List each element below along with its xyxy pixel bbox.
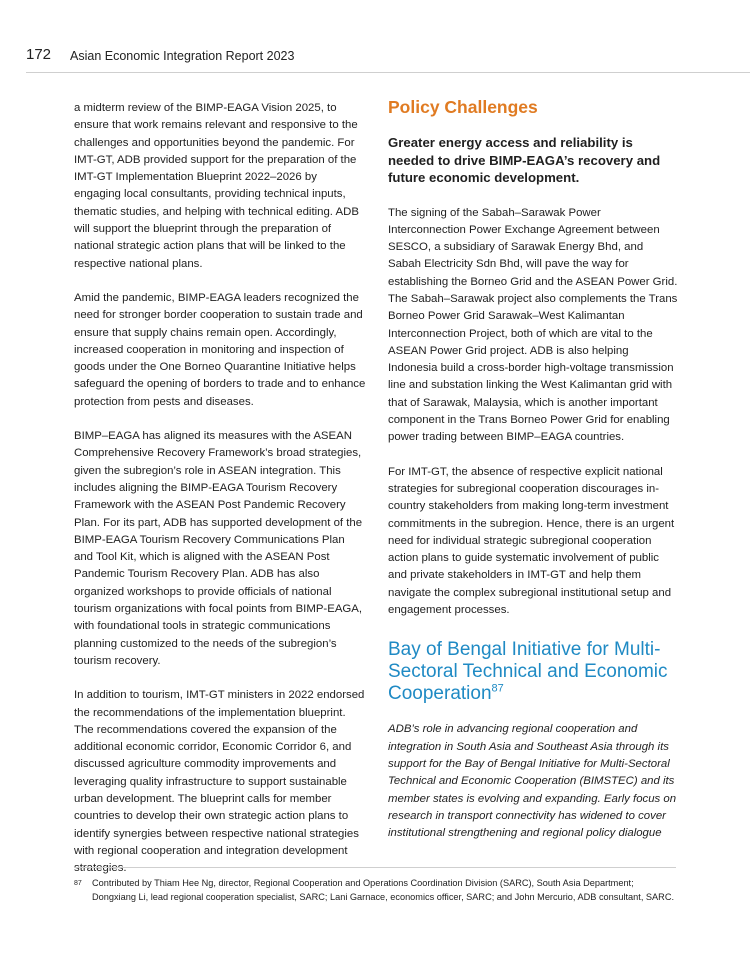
header-divider — [26, 72, 750, 73]
body-paragraph: BIMP–EAGA has aligned its measures with the ASEAN Comprehensive Recovery Framework’s broad strategies, given the subregion’s role in ASEAN integration. This includes aligning the BIMP-EAGA Tourism Recovery Framework with the ASEAN Post Pandemic Recovery Plan. For its part, ADB has supported development of the BIMP-EAGA Tourism Recovery Communications Plan and Tool Kit, which is aligned with the ASEAN Post Pandemic Tourism Recovery Plan. ADB has also organized workshops to provide officials of national tourism organizations with focal points from BIMP-EAGA, with foundational tools in strategic communications planning customized to the needs of the subregion’s tourism recovery. — [74, 430, 363, 667]
body-paragraph: a midterm review of the BIMP-EAGA Vision 2025, to ensure that work remains relevant and responsive to the challenges and opportunities beyond the pandemic. For IMT-GT, ADB provided support for the preparation of the IMT-GT Implementation Blueprint 2022–2026 by engaging local consultants, providing technical inputs, thematic studies, and helping with technical editing. ADB will support the blueprint through the preparation of national strategic action plans that will be linked to the respective national plans. — [74, 102, 359, 270]
footnote-number: 87 — [74, 880, 82, 887]
section-heading: Policy Challenges — [388, 97, 538, 117]
running-title: Asian Economic Integration Report 2023 — [70, 49, 295, 63]
page-number: 172 — [26, 46, 52, 63]
chapter-heading-text: Bay of Bengal Initiative for Multi-Sectoral Technical and Economic Cooperation — [388, 639, 668, 705]
chapter-heading — [388, 639, 678, 705]
chapter-intro: ADB’s role in advancing regional cooperation and integration in South Asia and Southeast Asia through its support for the Bay of Bengal Initiative for Multi-Sectoral Technical and Economic Cooperation (BIMSTEC) and its member states is evolving and expanding. Early focus on research in transport connectivity has widened to cover institutional strengthening and regional policy dialogue — [388, 723, 677, 840]
right-column — [388, 96, 678, 842]
page-header — [26, 46, 750, 70]
left-column — [74, 100, 366, 894]
footnote-divider — [74, 867, 676, 868]
lead-statement: Greater energy access and reliability is needed to drive BIMP-EAGA’s recovery and future economic development. — [388, 135, 661, 185]
footnote-reference[interactable]: 87 — [491, 683, 504, 695]
footnote — [74, 877, 674, 904]
body-paragraph: Amid the pandemic, BIMP-EAGA leaders recognized the need for stronger border cooperation to sustain trade and ensure that supply chains remain open. Accordingly, increased cooperation in monitoring and inspection of goods under the One Borneo Quarantine Initiative helps safeguard the opening of borders to trade and to enhance protection from pests and diseases. — [74, 291, 366, 408]
body-paragraph: In addition to tourism, IMT-GT ministers in 2022 endorsed the recommendations of the implementation blueprint. The recommendations covered the expansion of the additional economic corridor, Economic Corridor 6, and discussed agriculture commodity improvements and leveraging quality infrastructure to support sustainable urban development. The blueprint calls for member countries to develop their own strategic action plans to identify synergies between respective national strategies with regional cooperation and integration development strategies. — [74, 689, 365, 875]
body-paragraph: The signing of the Sabah–Sarawak Power Interconnection Power Exchange Agreement between SESCO, a subsidiary of Sarawak Energy Bhd, and Sabah Electricity Sdn Bhd, will pave the way for establishing the Borneo Grid and the ASEAN Power Grid. The Sabah–Sarawak project also complements the Trans Borneo Power Grid Sarawak–West Kalimantan Interconnection Project, both of which are vital to the ASEAN Power Grid project. ADB is also helping Indonesia build a cross-border high-voltage transmission line and substation linking the West Kalimantan grid with that of Sarawak, Malaysia, which is another important component in the Trans Borneo Power Grid for enabling power trading between BIMP–EAGA countries. — [388, 206, 678, 444]
body-paragraph: For IMT-GT, the absence of respective explicit national strategies for subregional cooperation discourages in-country stakeholders from making long-term investment commitments in the subregion. Hence, there is an urgent need for individual strategic subregional cooperation action plans to guide systematic involvement of public and private stakeholders in IMT-GT and help them navigate the complex subregional institutional setup and engagement processes. — [388, 465, 675, 617]
footnote-text: Contributed by Thiam Hee Ng, director, Regional Cooperation and Operations Coordination Division (SARC), South Asia Department; Dongxiang Li, lead regional cooperation specialist, SARC; Lani Garnace, economics officer, SARC; and John Mercurio, ADB consultant, SARC. — [92, 878, 675, 902]
